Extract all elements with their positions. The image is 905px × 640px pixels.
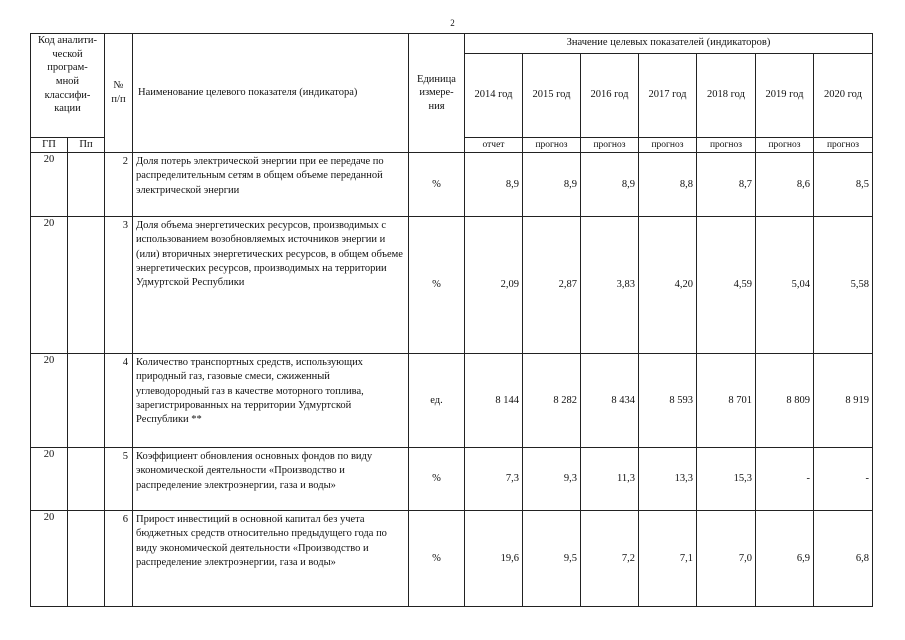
indicator-name-cell: Коэффициент обновления основных фондов по виду экономической деятельности «Производство и распределение электроэнергии, газа и воды» (133, 448, 409, 511)
year-header: 2017 год (639, 54, 697, 138)
code-column-header: Код аналити- ческой програм- мной классифи- кации (31, 34, 105, 138)
value-cell: 3,83 (581, 217, 639, 354)
value-cell: 6,9 (756, 511, 814, 607)
unit-cell: % (409, 153, 465, 217)
value-cell: - (814, 448, 873, 511)
indicators-table (30, 33, 873, 607)
year-header: 2016 год (581, 54, 639, 138)
value-cell: 2,09 (465, 217, 523, 354)
indicator-name-cell: Прирост инвестиций в основной капитал без учета бюджетных средств относительно предыдущего года по виду экономической деятельности «Производство и распределение электроэнергии, газа и воды» (133, 511, 409, 607)
value-cell: 8 593 (639, 354, 697, 448)
year-header: 2018 год (697, 54, 756, 138)
pp-cell (68, 217, 105, 354)
status-header: отчет (465, 138, 523, 153)
status-header: прогноз (697, 138, 756, 153)
unit-column-header: Единица измере- ния (409, 34, 465, 153)
value-cell: 8,5 (814, 153, 873, 217)
header-row-1 (31, 34, 873, 54)
table-row (31, 153, 873, 217)
value-cell: 4,20 (639, 217, 697, 354)
status-header: прогноз (814, 138, 873, 153)
unit-cell: % (409, 217, 465, 354)
name-column-header: Наименование целевого показателя (индикатора) (133, 34, 409, 153)
value-cell: 19,6 (465, 511, 523, 607)
value-cell: 5,58 (814, 217, 873, 354)
table-row (31, 217, 873, 354)
unit-cell: % (409, 511, 465, 607)
year-header: 2014 год (465, 54, 523, 138)
table-row (31, 354, 873, 448)
pp-cell (68, 153, 105, 217)
value-cell: 8,6 (756, 153, 814, 217)
number-cell: 3 (105, 217, 133, 354)
value-cell: 8 701 (697, 354, 756, 448)
value-cell: 5,04 (756, 217, 814, 354)
gp-column-header: ГП (31, 138, 68, 153)
gp-cell: 20 (31, 354, 68, 448)
value-cell: 8,9 (523, 153, 581, 217)
value-cell: 8 809 (756, 354, 814, 448)
gp-cell: 20 (31, 217, 68, 354)
year-header: 2020 год (814, 54, 873, 138)
number-cell: 6 (105, 511, 133, 607)
gp-cell: 20 (31, 511, 68, 607)
gp-cell: 20 (31, 448, 68, 511)
value-cell: 7,3 (465, 448, 523, 511)
values-group-header: Значение целевых показателей (индикаторов) (465, 34, 873, 54)
value-cell: 15,3 (697, 448, 756, 511)
value-cell: 8 282 (523, 354, 581, 448)
status-header: прогноз (581, 138, 639, 153)
page-number: 2 (450, 18, 455, 28)
unit-cell: ед. (409, 354, 465, 448)
value-cell: 8 919 (814, 354, 873, 448)
value-cell: 9,5 (523, 511, 581, 607)
value-cell: 4,59 (697, 217, 756, 354)
value-cell: 8 144 (465, 354, 523, 448)
number-cell: 5 (105, 448, 133, 511)
value-cell: 6,8 (814, 511, 873, 607)
value-cell: 11,3 (581, 448, 639, 511)
indicator-name-cell: Доля потерь электрической энергии при ее передаче по распределительным сетям в общем объеме переданной электрической энергии (133, 153, 409, 217)
value-cell: 8,8 (639, 153, 697, 217)
value-cell: 13,3 (639, 448, 697, 511)
pp-column-header: Пп (68, 138, 105, 153)
value-cell: 7,2 (581, 511, 639, 607)
number-column-header: № п/п (105, 34, 133, 153)
year-header: 2015 год (523, 54, 581, 138)
indicator-name-cell: Доля объема энергетических ресурсов, производимых с использованием возобновляемых источников энергии и (или) вторичных энергетических ресурсов, в общем объеме энергетических ресурсов, производимых на территории Удмуртской Республики (133, 217, 409, 354)
value-cell: 8,7 (697, 153, 756, 217)
value-cell: 8,9 (465, 153, 523, 217)
status-header: прогноз (523, 138, 581, 153)
status-header: прогноз (639, 138, 697, 153)
pp-cell (68, 448, 105, 511)
number-cell: 2 (105, 153, 133, 217)
table-row (31, 511, 873, 607)
status-header: прогноз (756, 138, 814, 153)
value-cell: 7,0 (697, 511, 756, 607)
unit-cell: % (409, 448, 465, 511)
gp-cell: 20 (31, 153, 68, 217)
value-cell: 8,9 (581, 153, 639, 217)
value-cell: 7,1 (639, 511, 697, 607)
table-row (31, 448, 873, 511)
value-cell: 2,87 (523, 217, 581, 354)
value-cell: 9,3 (523, 448, 581, 511)
value-cell: - (756, 448, 814, 511)
pp-cell (68, 511, 105, 607)
pp-cell (68, 354, 105, 448)
number-cell: 4 (105, 354, 133, 448)
year-header: 2019 год (756, 54, 814, 138)
value-cell: 8 434 (581, 354, 639, 448)
indicator-name-cell: Количество транспортных средств, использующих природный газ, газовые смеси, сжиженный углеводородный газ в качестве моторного топлива, зарегистрированных на территории Удмуртской Республики ** (133, 354, 409, 448)
